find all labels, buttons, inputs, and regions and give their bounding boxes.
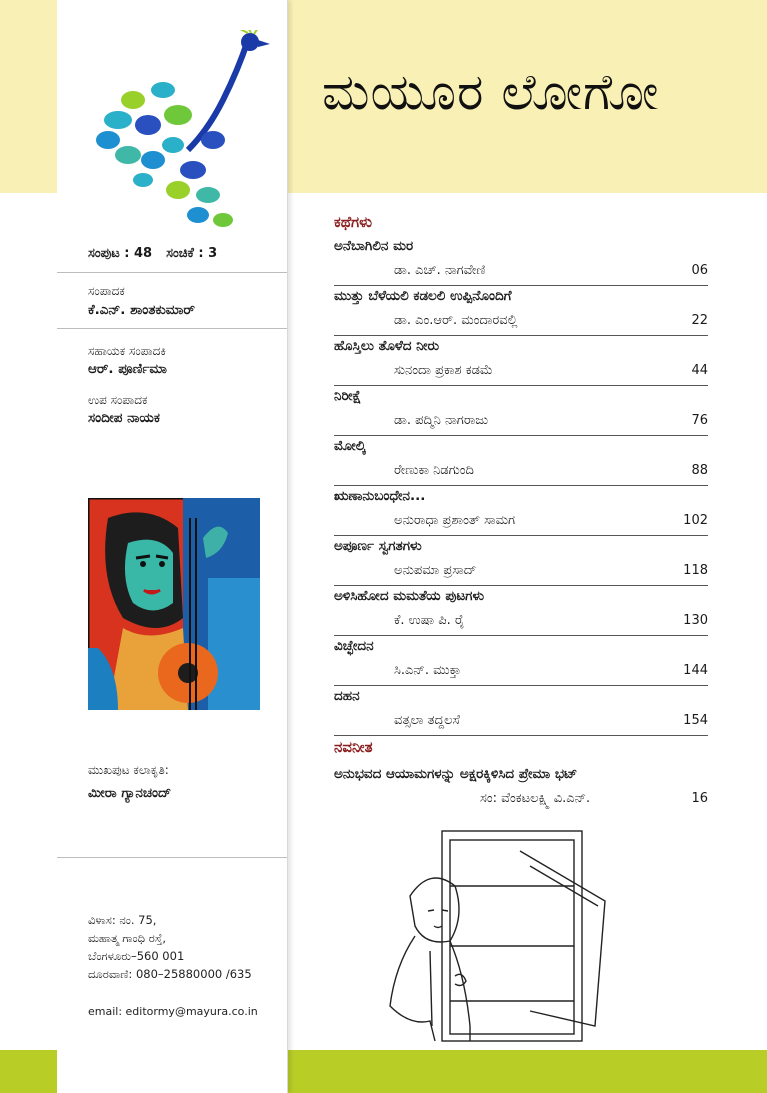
stories-list (334, 236, 708, 736)
woman-at-window-sketch (370, 826, 610, 1048)
toc-entry[interactable] (334, 486, 708, 536)
story-page: 118 (683, 563, 708, 578)
navaneeta-author: ಸಂ: ವೆಂಕಟಲಕ್ಷ್ಮಿ ವಿ.ಎನ್. (480, 791, 591, 806)
toc-entry[interactable] (334, 586, 708, 636)
story-page: 76 (691, 413, 708, 428)
divider (57, 272, 287, 273)
story-page: 154 (683, 713, 708, 728)
cover-artist-name: ಮೀರಾ ಗ್ಯಾನಚಂದ್ (88, 785, 172, 801)
toc-entry[interactable] (334, 236, 708, 286)
story-page: 130 (683, 613, 708, 628)
story-title: ದಹನ (334, 688, 360, 704)
divider (57, 857, 287, 858)
toc-entry[interactable] (334, 286, 708, 336)
story-title: ಅಳಿಸಿಹೋದ ಮಮತೆಯ ಪುಟಗಳು (334, 588, 485, 604)
story-title: ಅನೆಬಾಗಿಲಿನ ಮರ (334, 238, 414, 254)
story-title: ಮೋಲ್ಕಿ (334, 438, 366, 454)
story-page: 88 (691, 463, 708, 478)
cover-art-label: ಮುಖಪುಟ ಕಲಾಕೃತಿ: (88, 763, 169, 777)
story-author: ಸಿ.ಎನ್. ಮುಕ್ತಾ (394, 663, 462, 678)
divider (57, 328, 287, 329)
peacock-logo-icon (88, 30, 278, 235)
story-author: ಸುನಂದಾ ಪ್ರಕಾಶ ಕಡಮೆ (394, 363, 493, 378)
story-author: ಕೆ. ಉಷಾ ಪಿ. ರೈ (394, 613, 465, 628)
editor-name: ಕೆ.ಎನ್. ಶಾಂತಕುಮಾರ್ (88, 302, 195, 318)
story-page: 22 (691, 313, 708, 328)
story-author: ಡಾ. ಎಚ್. ನಾಗವೇಣಿ (394, 263, 486, 278)
navaneeta-title[interactable]: ಅನುಭವದ ಆಯಾಮಗಳನ್ನು ಅಕ್ಷರಕ್ಕಿಳಿಸಿದ ಪ್ರೇಮಾ ಭಟ್ (334, 766, 578, 782)
toc-entry[interactable] (334, 686, 708, 736)
email-address: email: editormy@mayura.co.in (88, 1005, 258, 1018)
sub-editor-name: ಸಂದೀಪ ನಾಯಕ (88, 410, 160, 426)
address-line: ಬೆಂಗಳೂರು–560 001 (88, 949, 185, 963)
story-author: ರೇಣುಕಾ ನಿಡಗುಂದಿ (394, 463, 474, 478)
address-line: ವಿಳಾಸ: ನಂ. 75, (88, 913, 157, 927)
story-author: ವತ್ಸಲಾ ತದ್ದಲಸೆ (394, 713, 460, 728)
story-page: 144 (683, 663, 708, 678)
story-author: ಅನುಪಮಾ ಪ್ರಸಾದ್ (394, 563, 477, 578)
issue-label: ಸಂಚಿಕೆ (166, 246, 194, 261)
phone-line: ದೂರವಾಣಿ: 080–25880000 /635 (88, 967, 252, 981)
story-title: ಅಪೂರ್ಣ ಸ್ವಗತಗಳು (334, 538, 422, 554)
toc-entry[interactable] (334, 386, 708, 436)
volume-label: ಸಂಪುಟ (88, 246, 120, 261)
toc-entry[interactable] (334, 336, 708, 386)
cover-artwork (88, 498, 260, 710)
story-page: 102 (683, 513, 708, 528)
sub-editor-role: ಉಪ ಸಂಪಾದಕ (88, 393, 148, 407)
assistant-editor-role: ಸಹಾಯಕ ಸಂಪಾದಕಿ (88, 344, 166, 358)
story-author: ಅನುರಾಧಾ ಪ್ರಶಾಂತ್ ಸಾಮಗ (394, 513, 516, 528)
story-title: ಋಣಾನುಬಂಧೇನ... (334, 488, 426, 504)
story-page: 44 (691, 363, 708, 378)
address-line: ಮಹಾತ್ಮ ಗಾಂಧಿ ರಸ್ತೆ, (88, 931, 167, 945)
toc-entry[interactable] (334, 636, 708, 686)
story-title: ಹೊಸ್ತಿಲು ತೊಳೆದ ನೀರು (334, 338, 439, 354)
story-title: ಮುತ್ತು ಬೆಳೆಯಲಿ ಕಡಲಲಿ ಉಪ್ಪಿನೊಂದಿಗೆ (334, 288, 512, 304)
story-author: ಡಾ. ಪದ್ಮಿನಿ ನಾಗರಾಜು (394, 413, 489, 428)
toc-entry[interactable] (334, 536, 708, 586)
issue-number: 3 (208, 246, 218, 261)
navaneeta-heading: ನವನೀತ (334, 738, 373, 756)
navaneeta-page: 16 (691, 791, 708, 806)
assistant-editor-name: ಆರ್. ಪೂರ್ಣಿಮಾ (88, 361, 167, 377)
magazine-logo: ಮಯೂರ ಲೋಗೋ (322, 63, 660, 121)
editor-role: ಸಂಪಾದಕ (88, 284, 125, 298)
volume-number: 48 (134, 246, 153, 261)
story-page: 06 (691, 263, 708, 278)
stories-heading: ಕಥೆಗಳು (334, 213, 373, 231)
toc-entry[interactable] (334, 436, 708, 486)
story-title: ವಿಚ್ಛೇದನ (334, 638, 374, 654)
story-author: ಡಾ. ಎಂ.ಆರ್. ಮಂದಾರವಲ್ಲಿ (394, 313, 518, 328)
issue-info: ಸಂಪುಟ : 48 ಸಂಚಿಕೆ : 3 (88, 246, 218, 261)
story-title: ನಿರೀಕ್ಷೆ (334, 388, 362, 404)
